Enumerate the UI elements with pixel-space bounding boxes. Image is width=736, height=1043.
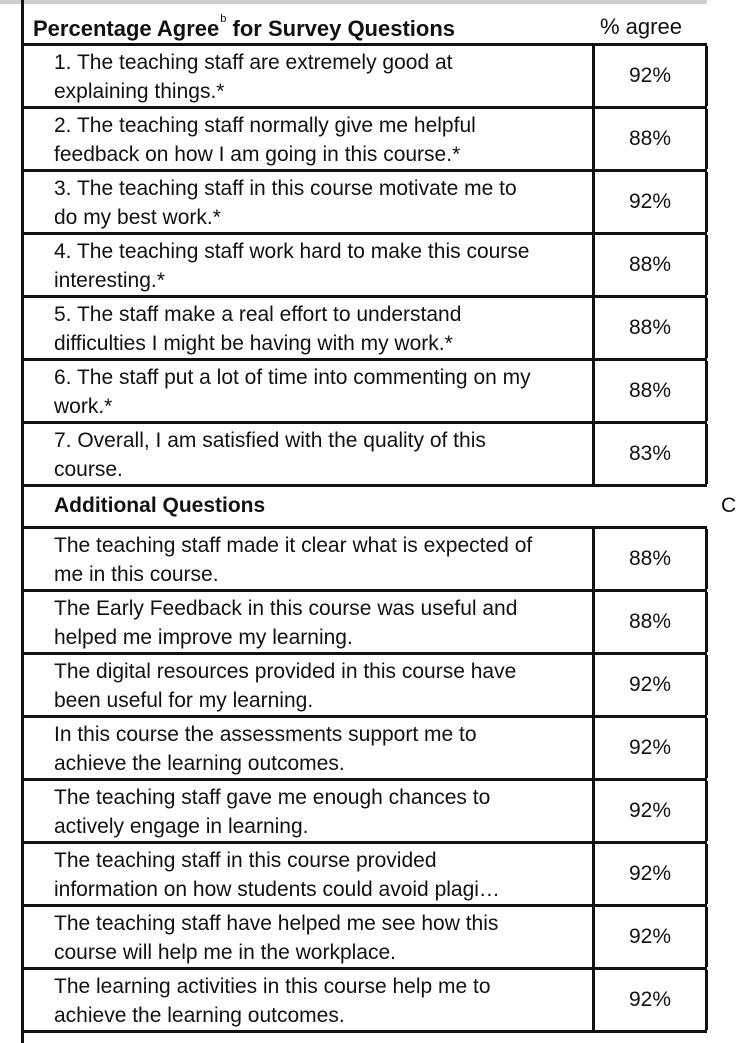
- percent-agree-cell: 83%: [592, 424, 708, 484]
- table-header: [24, 5, 707, 46]
- table-row: [24, 970, 707, 1033]
- section-header-additional: [24, 487, 736, 529]
- percent-agree-cell: 92%: [592, 781, 708, 841]
- question-line: The teaching staff made it clear what is expected of: [54, 534, 533, 557]
- percent-agree-cell: 88%: [592, 109, 708, 169]
- table-row: [24, 781, 707, 844]
- survey-table: [24, 5, 736, 1033]
- table-row: [24, 109, 707, 172]
- question-line: The digital resources provided in this course have: [54, 660, 517, 683]
- top-strip: [0, 0, 707, 4]
- percent-agree-cell: 92%: [592, 718, 708, 778]
- table-row: [24, 907, 707, 970]
- table-row: [24, 361, 707, 424]
- question-text: [54, 657, 591, 715]
- question-line: helped me improve my learning.: [54, 626, 353, 649]
- percent-agree-cell: 88%: [592, 592, 708, 652]
- section-title: Additional Questions: [54, 494, 266, 517]
- question-line: me in this course.: [54, 563, 219, 586]
- question-text: [54, 363, 591, 421]
- percent-agree-cell: 92%: [592, 907, 708, 967]
- percent-agree-cell: 92%: [592, 970, 708, 1030]
- question-line: information on how students could avoid plagi…: [54, 878, 500, 901]
- section-trailing-char: C: [721, 494, 736, 517]
- question-text: [54, 531, 591, 589]
- question-line: work.*: [54, 395, 113, 418]
- question-text: [54, 594, 591, 652]
- question-line: do my best work.*: [54, 206, 221, 229]
- percent-agree-cell: 88%: [592, 361, 708, 421]
- question-line: course.: [54, 458, 123, 481]
- question-line: The teaching staff gave me enough chances to: [54, 786, 491, 809]
- question-text: [54, 300, 591, 358]
- column-header-agree: % agree: [600, 14, 682, 39]
- percent-agree-cell: 92%: [592, 844, 708, 904]
- table-row: [24, 424, 707, 487]
- question-line: The teaching staff have helped me see how this: [54, 912, 499, 935]
- question-line: The Early Feedback in this course was useful and: [54, 597, 518, 620]
- table-row: [24, 844, 707, 907]
- question-text: [54, 111, 591, 169]
- percent-agree-cell: 92%: [592, 46, 708, 106]
- question-text: [54, 48, 591, 106]
- question-line: interesting.*: [54, 269, 165, 292]
- table-row: [24, 46, 707, 109]
- table-row: [24, 529, 707, 592]
- percent-agree-cell: 88%: [592, 235, 708, 295]
- table-row: [24, 235, 707, 298]
- question-text: [54, 783, 591, 841]
- percent-agree-cell: 92%: [592, 655, 708, 715]
- percent-agree-cell: 88%: [592, 298, 708, 358]
- question-text: [54, 972, 591, 1030]
- question-line: The teaching staff in this course provided: [54, 849, 437, 872]
- question-line: explaining things.*: [54, 80, 225, 103]
- percent-agree-cell: 88%: [592, 529, 708, 589]
- question-line: difficulties I might be having with my work.*: [54, 332, 453, 355]
- question-text: [54, 846, 591, 904]
- table-row: [24, 172, 707, 235]
- question-line: achieve the learning outcomes.: [54, 1004, 345, 1027]
- question-line: The learning activities in this course help me to: [54, 975, 491, 998]
- question-line: achieve the learning outcomes.: [54, 752, 345, 775]
- question-text: [54, 720, 591, 778]
- question-line: 1. The teaching staff are extremely good at: [54, 51, 453, 74]
- question-line: feedback on how I am going in this course.*: [54, 143, 461, 166]
- question-text: [54, 174, 591, 232]
- question-text: [54, 909, 591, 967]
- table-row: [24, 298, 707, 361]
- table-title: Percentage Agree$^b$ for Survey Questions: [33, 13, 456, 41]
- question-line: 4. The teaching staff work hard to make this course: [54, 240, 530, 263]
- question-line: 3. The teaching staff in this course motivate me to: [54, 177, 517, 200]
- core-questions: [24, 46, 707, 487]
- question-line: 6. The staff put a lot of time into commenting on my: [54, 366, 531, 389]
- additional-questions: [24, 529, 707, 1033]
- table-row: [24, 655, 707, 718]
- question-line: been useful for my learning.: [54, 689, 314, 712]
- question-line: 5. The staff make a real effort to understand: [54, 303, 462, 326]
- question-line: course will help me in the workplace.: [54, 941, 396, 964]
- question-line: actively engage in learning.: [54, 815, 309, 838]
- footnote-marker: b: [220, 13, 227, 25]
- question-line: In this course the assessments support me to: [54, 723, 477, 746]
- question-line: 7. Overall, I am satisfied with the quality of this: [54, 429, 486, 452]
- percent-agree-cell: 92%: [592, 172, 708, 232]
- question-text: [54, 237, 591, 295]
- table-row: [24, 592, 707, 655]
- table-row: [24, 718, 707, 781]
- question-text: [54, 426, 591, 484]
- question-line: 2. The teaching staff normally give me helpful: [54, 114, 476, 137]
